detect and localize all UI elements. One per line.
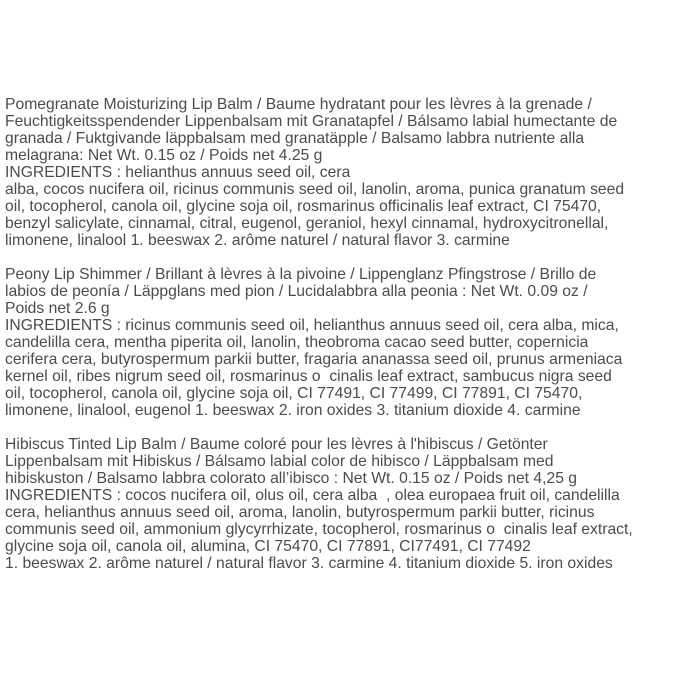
ingredients-line: communis seed oil, ammonium glycyrrhizate, tocopherol, rosmarinus o cinalis leaf extract, <box>5 521 633 538</box>
net-weight-line: Poids net 2.6 g <box>5 300 110 317</box>
ingredients-line: candelilla cera, mentha piperita oil, lanolin, theobroma cacao seed butter, copernicia <box>5 334 589 351</box>
section-pomegranate-moisturizing-lip-balm <box>5 96 679 249</box>
ingredient-label-text <box>5 96 679 572</box>
net-weight-line: melagrana: Net Wt. 0.15 oz / Poids net 4.25 g <box>5 147 323 164</box>
net-weight-line: hibiskuston / Balsamo labbra colorato all’ibisco : Net Wt. 0.15 oz / Poids net 4,25 g <box>5 470 578 487</box>
ingredients-line: kernel oil, ribes nigrum seed oil, rosmarinus o cinalis leaf extract, sambucus nigra seed <box>5 368 612 385</box>
ingredients-line: INGREDIENTS : cocos nucifera oil, olus oil, cera alba , olea europaea fruit oil, candelilla <box>5 487 620 504</box>
ingredients-line: limonene, linalool, eugenol 1. beeswax 2. iron oxides 3. titanium dioxide 4. carmine <box>5 402 581 419</box>
ingredients-line: limonene, linalool 1. beeswax 2. arôme naturel / natural flavor 3. carmine <box>5 232 510 249</box>
ingredients-line: INGREDIENTS : ricinus communis seed oil, helianthus annuus seed oil, cera alba, mica, <box>5 317 619 334</box>
ingredients-line: glycine soja oil, canola oil, alumina, CI 75470, CI 77891, CI77491, CI 77492 <box>5 538 531 555</box>
ingredients-line: INGREDIENTS : helianthus annuus seed oil, cera <box>5 164 351 181</box>
product-title-line: Peony Lip Shimmer / Brillant à lèvres à la pivoine / Lippenglanz Pfingstrose / Brillo de <box>5 266 597 283</box>
section-peony-lip-shimmer <box>5 266 679 419</box>
ingredients-line: cera, helianthus annuus seed oil, aroma, lanolin, butyrospermum parkii butter, ricinus <box>5 504 595 521</box>
ingredients-line: cerifera cera, butyrospermum parkii butter, fragaria ananassa seed oil, prunus armeniaca <box>5 351 623 368</box>
product-title-line: Hibiscus Tinted Lip Balm / Baume coloré pour les lèvres à l'hibiscus / Getönter <box>5 436 548 453</box>
product-title-line: Pomegranate Moisturizing Lip Balm / Baume hydratant pour les lèvres à la grenade / <box>5 96 592 113</box>
ingredients-line: oil, tocopherol, canola oil, glycine soja oil, CI 77491, CI 77499, CI 77891, CI 75470, <box>5 385 583 402</box>
ingredients-line: alba, cocos nucifera oil, ricinus communis seed oil, lanolin, aroma, punica granatum seed <box>5 181 625 198</box>
product-title-line: Lippenbalsam mit Hibiskus / Bálsamo labial color de hibisco / Läppbalsam med <box>5 453 554 470</box>
ingredients-line: 1. beeswax 2. arôme naturel / natural flavor 3. carmine 4. titanium dioxide 5. iron oxides <box>5 555 613 572</box>
product-title-line: Feuchtigkeitsspendender Lippenbalsam mit Granatapfel / Bálsamo labial humectante de <box>5 113 618 130</box>
ingredients-line: benzyl salicylate, cinnamal, citral, eugenol, geraniol, hexyl cinnamal, hydroxycitronellal, <box>5 215 609 232</box>
section-hibiscus-tinted-lip-balm <box>5 436 679 572</box>
ingredients-line: oil, tocopherol, canola oil, glycine soja oil, rosmarinus officinalis leaf extract, CI 75470, <box>5 198 602 215</box>
product-title-line: granada / Fuktgivande läppbalsam med granatäpple / Balsamo labbra nutriente alla <box>5 130 585 147</box>
product-title-line: labios de peonía / Läppglans med pion / Lucidalabbra alla peonia : Net Wt. 0.09 oz / <box>5 283 588 300</box>
